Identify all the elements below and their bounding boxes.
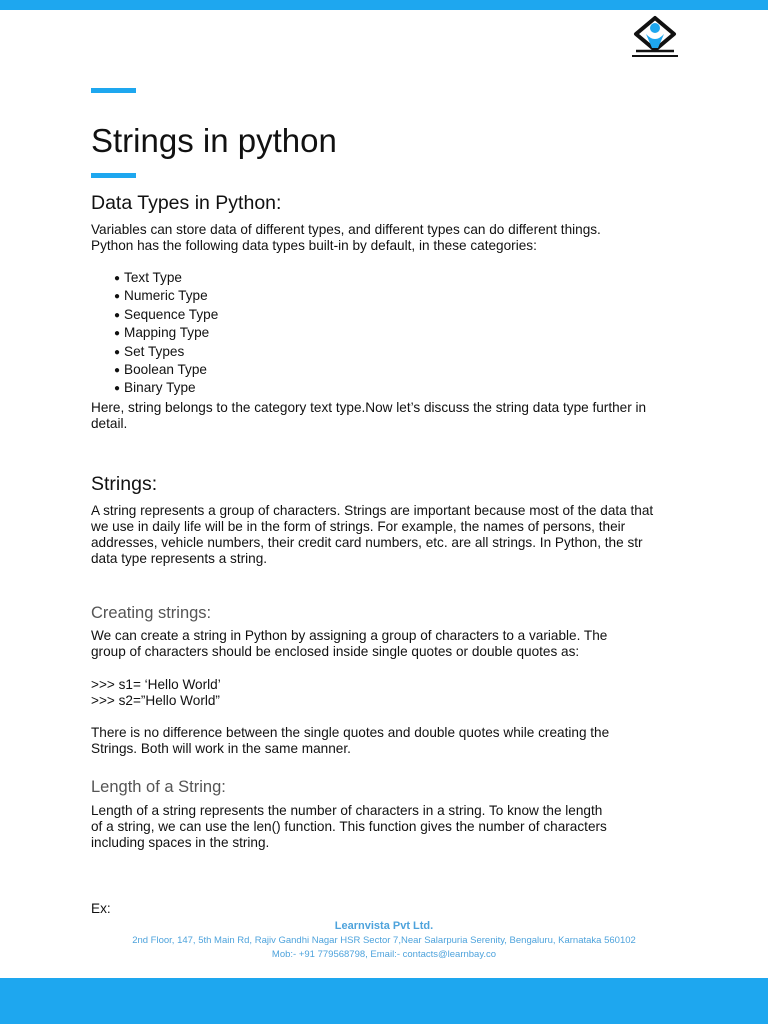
logo-icon: [630, 14, 680, 60]
strings-heading: Strings:: [91, 473, 158, 495]
footer-company: Learnvista Pvt Ltd.: [334, 920, 434, 932]
example-label: Ex:: [91, 901, 111, 916]
footer-contact: Mob:- +91 779568798, Email:- contacts@learnbay.co: [271, 949, 497, 960]
list-item: ● Sequence Type: [114, 307, 218, 325]
title-accent-bottom: [91, 173, 136, 178]
length-body: Length of a string represents the number of characters in a string. To know the length of a string, we can use the len() function. This function gives the number of characters including spaces in the string.: [91, 803, 607, 850]
data-types-heading: Data Types in Python:: [91, 192, 282, 214]
creating-strings-body: We can create a string in Python by assigning a group of characters to a variable. The group of characters should be enclosed inside single quotes or double quotes as:: [91, 628, 608, 659]
title-accent-top: [91, 88, 136, 93]
list-item: ● Set Types: [114, 344, 218, 362]
creating-strings-heading: Creating strings:: [91, 604, 212, 622]
length-heading: Length of a String:: [91, 778, 226, 796]
list-item: ● Binary Type: [114, 380, 218, 398]
quotes-note: There is no difference between the single quotes and double quotes while creating the Strings. Both will work in the same manner.: [91, 725, 610, 756]
bottom-accent-bar: [0, 978, 768, 1024]
data-types-list: [114, 270, 218, 399]
top-accent-bar: [0, 0, 768, 10]
strings-body: A string represents a group of characters. Strings are important because most of the data that we use in daily life will be in the form of strings. For example, the names of persons, their addresses, vehicle numbers, their credit card numbers, etc. are all strings. In Python, the str data type represents a string.: [91, 503, 654, 566]
list-item: ● Numeric Type: [114, 288, 218, 306]
data-types-intro: Variables can store data of different types, and different types can do different things. Python has the following data types built-in by default, in these categories:: [91, 222, 601, 253]
code-example: >>> s1= ‘Hello World’ >>> s2=”Hello World”: [91, 677, 221, 708]
data-types-outro: Here, string belongs to the category text type.Now let’s discuss the string data type further in detail.: [91, 400, 647, 431]
list-item: ● Text Type: [114, 270, 218, 288]
page-title: Strings in python: [91, 122, 337, 159]
list-item: ● Mapping Type: [114, 325, 218, 343]
list-item: ● Boolean Type: [114, 362, 218, 380]
footer-address: 2nd Floor, 147, 5th Main Rd, Rajiv Gandhi Nagar HSR Sector 7,Near Salarpuria Serenity, Bengaluru, Karnataka 560102: [132, 935, 636, 946]
